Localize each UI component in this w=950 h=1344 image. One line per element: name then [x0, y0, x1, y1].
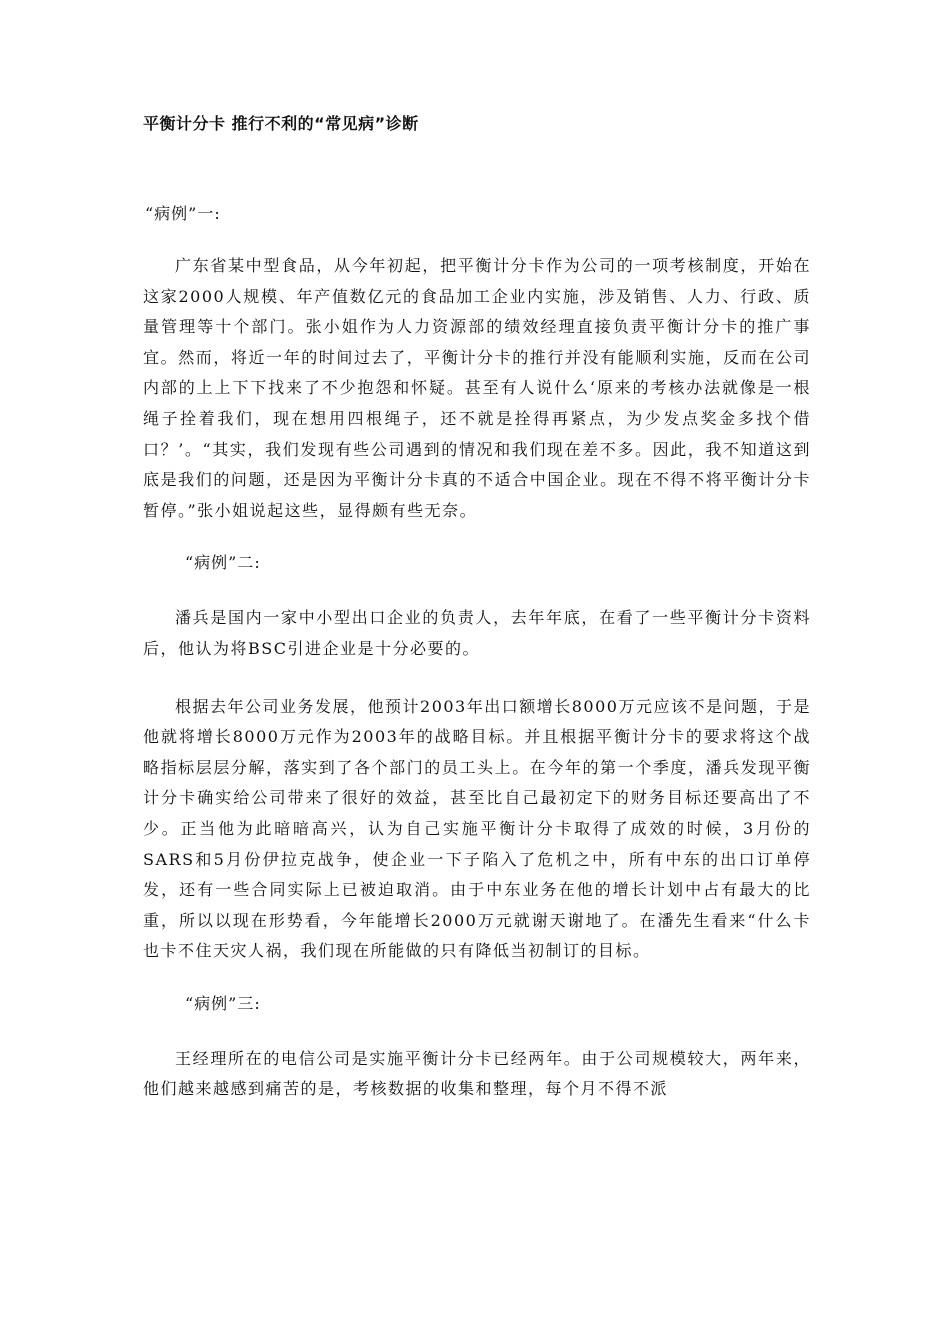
case-2-paragraph-1: 潘兵是国内一家中小型出口企业的负责人，去年年底，在看了一些平衡计分卡资料后，他认为将BSC引进企业是十分必要的。 — [143, 608, 811, 658]
case-1-label: “病例”一: — [145, 204, 221, 223]
case-3-label: “病例”三: — [185, 993, 261, 1013]
document-title: 平衡计分卡 推行不利的“常见病”诊断 — [143, 114, 419, 133]
case-1-paragraph: 广东省某中型食品，从今年初起，把平衡计分卡作为公司的一项考核制度，开始在这家2000人规模、年产值数亿元的食品加工企业内实施，涉及销售、人力、行政、质量管理等十个部门。张小姐作为人力资源部的绩效经理直接负责平衡计分卡的推广事宜。然而，将近一年的时间过去了，平衡计分卡的推行并没有能顺利实施，反而在公司内部的上上下下找来了不少抱怨和怀疑。甚至有人说什么‘原来的考核办法就像是一根绳子拴着我们，现在想用四根绳子，还不就是拴得再紧点，为少发点奖金多找个借口？’。“其实，我们发现有些公司遇到的情况和我们现在差不多。因此，我不知道这到底是我们的问题，还是因为平衡计分卡真的不适合中国企业。现在不得不将平衡计分卡暂停。”张小姐说起这些，显得颇有些无奈。 — [143, 256, 811, 520]
case-2-label: “病例”二: — [185, 553, 261, 573]
document-page — [143, 112, 811, 1105]
case-2-paragraph-2: 根据去年公司业务发展，他预计2003年出口额增长8000万元应该不是问题，于是他就将增长8000万元作为2003年的战略目标。并且根据平衡计分卡的要求将这个战略指标层层分解，落实到了各个部门的员工头上。在今年的第一个季度，潘兵发现平衡计分卡确实给公司带来了很好的效益，甚至比自己最初定下的财务目标还要高出了不少。正当他为此暗暗高兴，认为自己实施平衡计分卡取得了成效的时候，3月份的SARS和5月份伊拉克战争，使企业一下子陷入了危机之中，所有中东的出口订单停发，还有一些合同实际上已被迫取消。由于中东业务在他的增长计划中占有最大的比重，所以以现在形势看，今年能增长2000万元就谢天谢地了。在潘先生看来“什么卡也卡不住天灾人祸，我们现在所能做的只有降低当初制订的目标。 — [143, 696, 811, 961]
case-3-paragraph: 王经理所在的电信公司是实施平衡计分卡已经两年。由于公司规模较大，两年来，他们越来越感到痛苦的是，考核数据的收集和整理，每个月不得不派 — [143, 1048, 811, 1099]
